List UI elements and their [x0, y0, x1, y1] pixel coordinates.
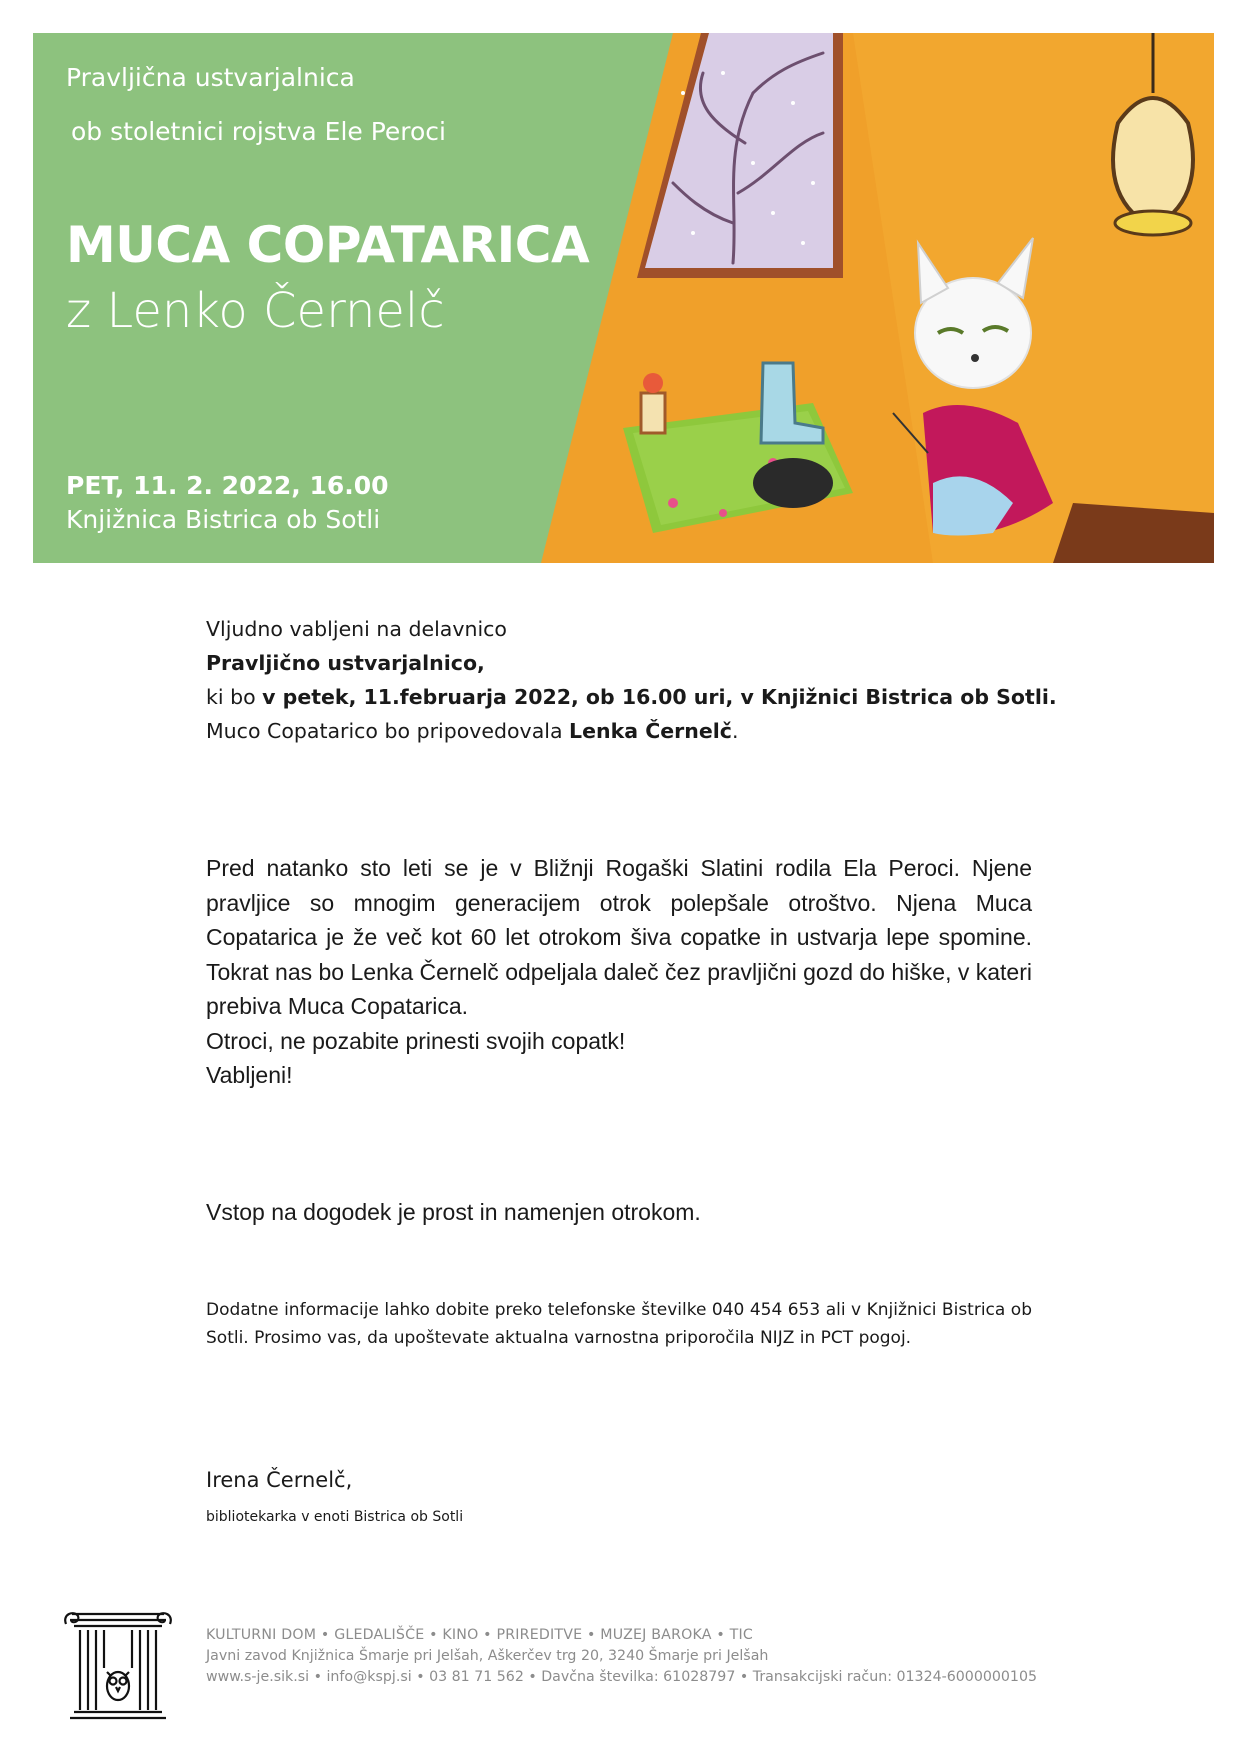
footer-address: Javni zavod Knjižnica Šmarje pri Jelšah, Aškerčev trg 20, 3240 Šmarje pri Jelšah — [206, 1648, 769, 1664]
banner-title: MUCA COPATARICA — [66, 216, 590, 274]
footer-services: KULTURNI DOM • GLEDALIŠČE • KINO • PRIREDITVE • MUZEJ BAROKA • TIC — [206, 1627, 754, 1643]
story-paragraph: Pred natanko sto leti se je v Bližnji Rogaški Slatini rodila Ela Peroci. Njene pravljice so mnogim generacijem otrok polepšale otroštvo. Njena Muca Copatarica je že več kot 60 let otrokom šiva copatke in ustvarja lepe spomine. Tokrat nas bo Lenka Černelč odpeljala daleč čez pravljični gozd do hiške, v kateri prebiva Muca Copatarica. — [206, 855, 1032, 1019]
banner-venue: Knjižnica Bistrica ob Sotli — [66, 505, 381, 534]
invitation-line4-suffix: . — [731, 719, 739, 743]
banner-host: z Lenko Černelč — [66, 283, 445, 339]
footer-contacts: www.s-je.sik.si • info@kspj.si • 03 81 71 562 • Davčna številka: 61028797 • Transakcijski račun: 01324-6000000105 — [206, 1669, 1038, 1685]
invitation-narrator: Lenka Černelč — [569, 719, 732, 743]
story-block — [206, 851, 1032, 1093]
event-banner — [33, 33, 1214, 563]
banner-subtitle-line2: ob stoletnici rojstva Ele Peroci — [71, 117, 446, 146]
banner-subtitle-line1: Pravljična ustvarjalnica — [66, 63, 355, 92]
entry-note: Vstop na dogodek je prost in namenjen otrokom. — [206, 1199, 701, 1225]
banner-date: PET, 11. 2. 2022, 16.00 — [66, 471, 389, 500]
footer-info — [206, 1625, 1037, 1688]
column-owl-logo-icon — [60, 1608, 176, 1722]
story-reminder: Otroci, ne pozabite prinesti svojih copatk! — [206, 1027, 626, 1054]
invitation-block — [206, 612, 1057, 748]
info-note: Dodatne informacije lahko dobite preko telefonske številke 040 454 653 ali v Knjižnici Bistrica ob Sotli. Prosimo vas, da upoštevate aktualna varnostna priporočila NIJZ in PCT pogoj. — [206, 1300, 1032, 1348]
invitation-line1: Vljudno vabljeni na delavnico — [206, 617, 507, 641]
invitation-narrator-line — [206, 714, 1032, 748]
invitation-datetime-line — [206, 680, 1057, 714]
signature-name: Irena Černelč, — [206, 1468, 353, 1492]
invitation-workshop-name: Pravljično ustvarjalnico, — [206, 651, 485, 675]
invitation-line4-prefix: Muco Copatarico bo pripovedovala — [206, 719, 570, 743]
invitation-datetime: v petek, 11.februarja 2022, ob 16.00 uri, v Knjižnici Bistrica ob Sotli. — [262, 685, 1057, 709]
story-closing: Vabljeni! — [206, 1062, 293, 1088]
signature-role: bibliotekarka v enoti Bistrica ob Sotli — [206, 1509, 464, 1525]
invitation-line3-prefix: ki bo — [206, 685, 263, 709]
